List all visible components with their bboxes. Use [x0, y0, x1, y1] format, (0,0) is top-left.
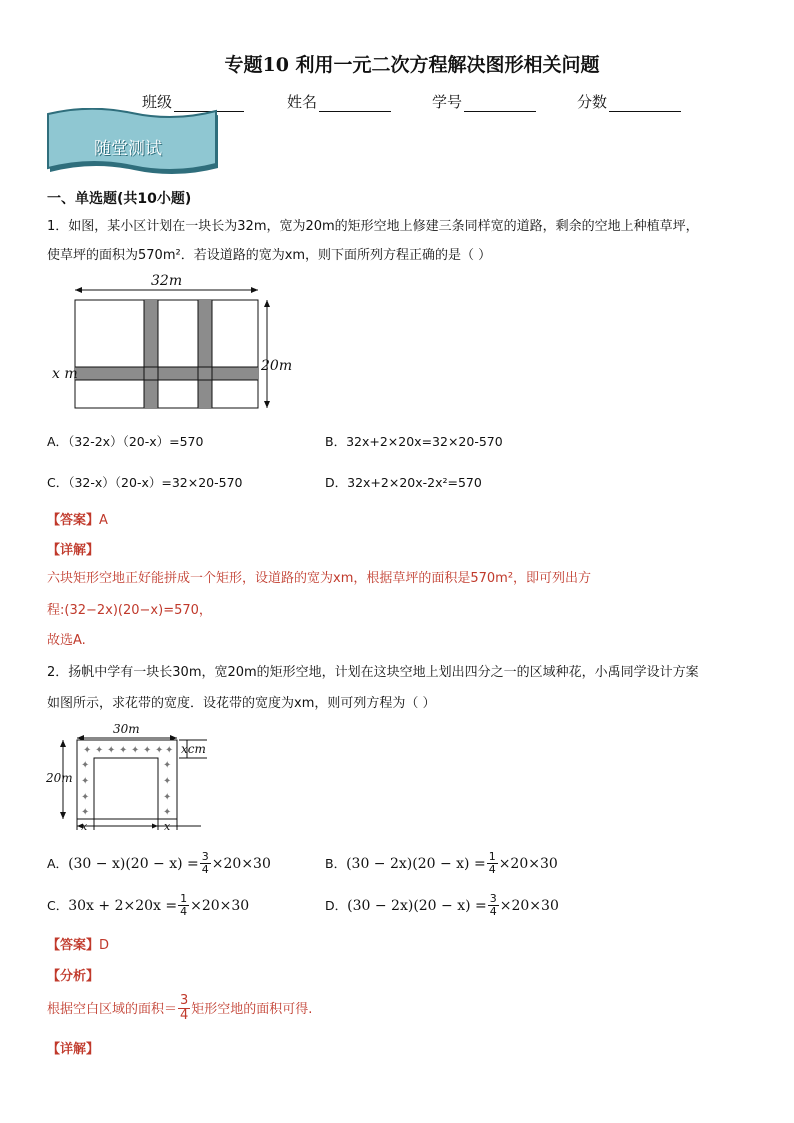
- q2-option-c[interactable]: C．30x + 2×20x = $\frac{1}{4}$ ×20×30: [47, 892, 250, 918]
- q2-top-label: 30m: [113, 722, 140, 736]
- svg-text:✦: ✦: [163, 807, 172, 818]
- svg-text:✦: ✦: [81, 760, 90, 771]
- q1-top-label: 32m: [151, 273, 183, 289]
- q2-analysis-tag: 【分析】: [47, 969, 100, 984]
- q1-detail-line1: 六块矩形空地正好能拼成一个矩形，设道路的宽为xm，根据草坪的面积是570m²，即可列出方: [47, 571, 592, 586]
- svg-text:✦: ✦: [165, 745, 174, 756]
- student-id-field: 学号: [432, 91, 536, 112]
- svg-text:✦: ✦: [163, 792, 172, 803]
- q1-left-label: x m: [52, 366, 78, 382]
- q2-text-line2: 如图所示，求花带的宽度．设花带的宽度为xm，则可列方程为（ ）: [47, 696, 436, 711]
- score-blank[interactable]: [609, 95, 681, 112]
- q2-figure: [47, 722, 212, 838]
- svg-text:✦: ✦: [119, 745, 128, 756]
- name-field: 姓名: [287, 91, 391, 112]
- svg-text:✦: ✦: [107, 745, 116, 756]
- svg-text:✦: ✦: [131, 745, 140, 756]
- q1-figure: [47, 272, 297, 418]
- svg-text:✦: ✦: [81, 807, 90, 818]
- page-title: 专题10 利用一元二次方程解决图形相关问题: [224, 54, 600, 76]
- q2-analysis-text: 根据空白区域的面积＝ $\frac{3}{4}$ 矩形空地的面积可得.: [47, 993, 313, 1023]
- q1-detail-line2: 程:(32−2x)(20−x)=570，: [47, 603, 212, 618]
- q1-option-a[interactable]: A．（32-2x）（20-x）=570: [47, 434, 204, 449]
- svg-text:✦: ✦: [81, 776, 90, 787]
- q1-option-d[interactable]: D．32x+2×20x-2x²=570: [325, 475, 482, 490]
- q2-option-d[interactable]: D．(30 − 2x)(20 − x) = $\frac{3}{4}$ ×20×30: [325, 892, 559, 918]
- svg-text:✦: ✦: [155, 745, 164, 756]
- q2-right-label: xcm: [181, 742, 206, 756]
- section-title: 一、单选题(共10小题): [47, 191, 192, 207]
- q2-text-line1: 2．扬帆中学有一块长30m，宽20m的矩形空地，计划在这块空地上划出四分之一的区域种花，小禹同学设计方案: [47, 665, 699, 680]
- q2-bottom-right-label: x: [164, 820, 171, 833]
- svg-text:✦: ✦: [163, 776, 172, 787]
- svg-text:✦: ✦: [163, 760, 172, 771]
- q2-detail-tag: 【详解】: [47, 1042, 100, 1057]
- banner-label: 随堂测试: [94, 139, 162, 159]
- q2-option-a[interactable]: A．(30 − x)(20 − x) = $\frac{3}{4}$ ×20×30: [47, 850, 271, 876]
- q1-text-line2: 使草坪的面积为570m²．若设道路的宽为xm，则下面所列方程正确的是（ ）: [47, 248, 492, 263]
- svg-text:✦: ✦: [95, 745, 104, 756]
- q2-left-label: 20m: [46, 771, 73, 785]
- name-blank[interactable]: [319, 95, 391, 112]
- q1-right-label: 20m: [261, 358, 293, 374]
- q1-detail-line3: 故选A.: [47, 633, 86, 648]
- svg-text:✦: ✦: [83, 745, 92, 756]
- score-field: 分数: [577, 91, 681, 112]
- svg-text:✦: ✦: [81, 792, 90, 803]
- q1-detail-tag: 【详解】: [47, 543, 100, 558]
- q2-option-b[interactable]: B．(30 − 2x)(20 − x) = $\frac{1}{4}$ ×20×30: [325, 850, 558, 876]
- svg-text:✦: ✦: [143, 745, 152, 756]
- student-id-blank[interactable]: [464, 95, 536, 112]
- q1-option-c[interactable]: C．（32-x）（20-x）=32×20-570: [47, 475, 243, 490]
- q1-option-b[interactable]: B．32x+2×20x=32×20-570: [325, 434, 503, 449]
- q1-text-line1: 1．如图，某小区计划在一块长为32m，宽为20m的矩形空地上修建三条同样宽的道路，剩余的空地上种植草坪，: [47, 219, 699, 234]
- q2-bottom-left-label: x: [81, 820, 88, 833]
- q2-answer: 【答案】D: [47, 938, 110, 953]
- q1-answer: 【答案】A: [47, 513, 108, 528]
- class-field: 班级: [142, 91, 244, 112]
- quiz-banner: [46, 108, 222, 180]
